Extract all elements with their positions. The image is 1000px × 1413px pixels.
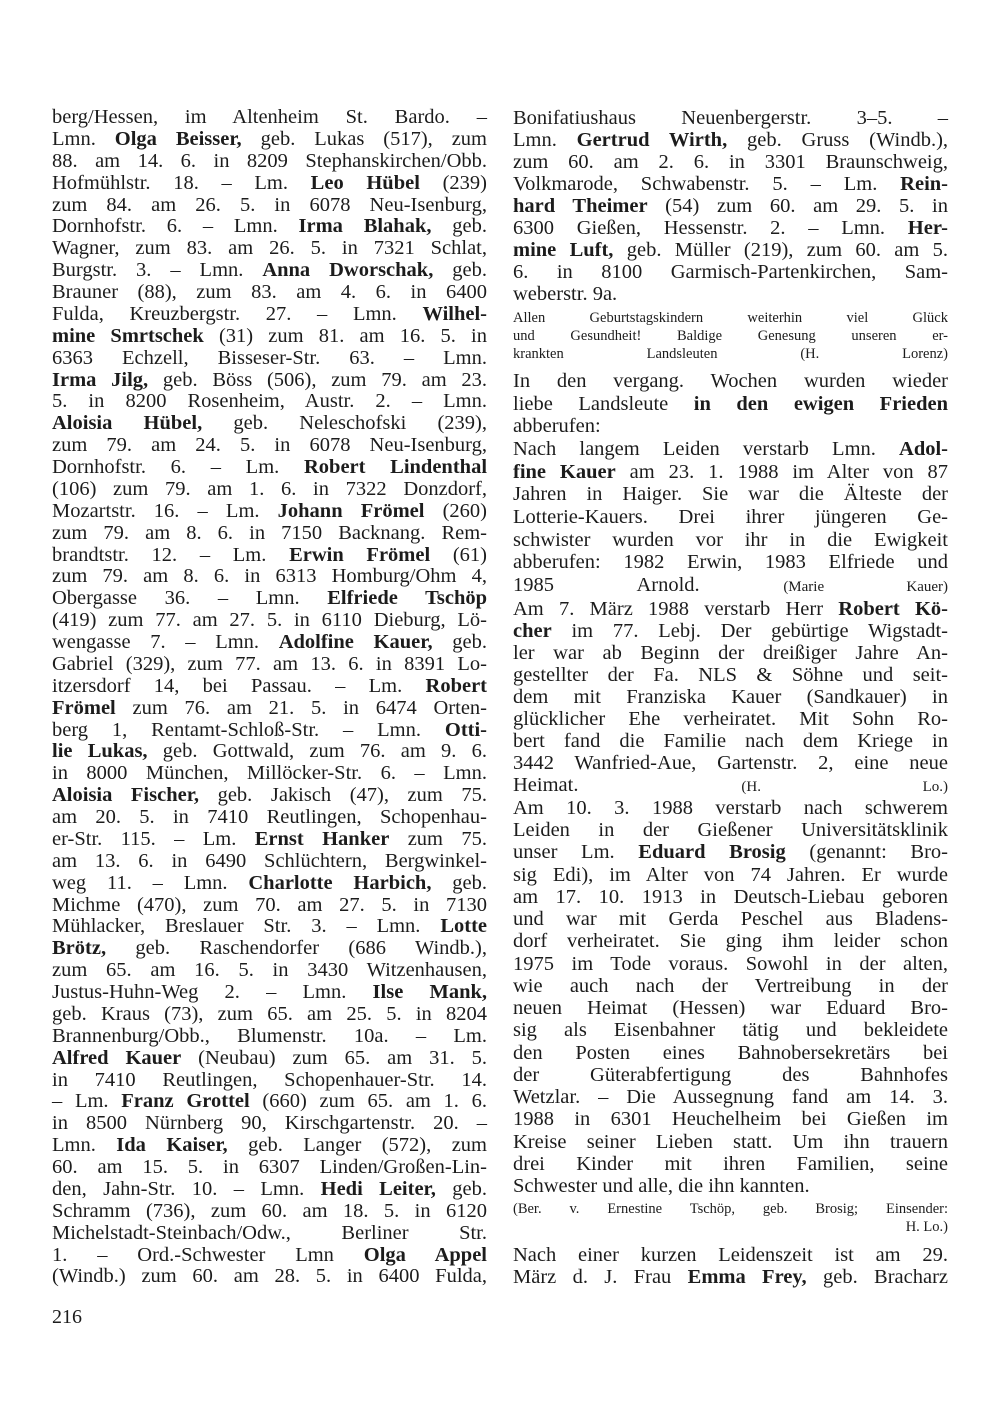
text-run: wie auch nach der Vertreibung in der [513,974,948,997]
text-line [52,1223,487,1245]
text-line [52,1091,487,1113]
text-line [52,763,487,785]
text-run: Fulda, Kreuzbergstr. 27. – Lmn. [52,302,423,325]
name-highlight: Hedi Leiter, [320,1177,436,1200]
text-run: 6. in 8100 Garmisch-Partenkirchen, Sam- [513,261,948,283]
name-highlight: Leo Hübel [310,171,420,194]
text-line [52,348,487,370]
text-line [52,610,487,632]
text-run: drei Kinder mit ihren Familien, seine [513,1152,948,1175]
text-run: und war mit Gerda Peschel aus Bladens- [513,908,948,931]
name-highlight: hard Theimer [513,195,648,217]
text-line [52,282,487,304]
text-run: geb. Gottwald, zum 76. am 9. 6. [147,740,487,763]
text-line [513,1064,948,1086]
text-line [513,309,948,327]
text-line [513,283,948,305]
text-line [513,975,948,997]
text-run: Dornhofstr. 6. – Lmn. [52,215,299,238]
text-run: geb. [431,871,487,894]
text-run: abberufen: [513,415,601,438]
name-highlight: Emma Frey, [687,1266,807,1288]
name-highlight: Ernst Hanker [254,827,390,850]
text-run: und Gesundheit! Baldige Genesung unseren er- [513,328,948,344]
name-highlight: cher [513,620,552,642]
text-run: geb. [433,259,487,282]
text-line [52,1179,487,1201]
name-highlight: mine Luft, [513,239,614,261]
text-line [513,129,948,151]
text-line [513,642,948,664]
brosig-credit [513,1200,948,1236]
text-line [52,654,487,676]
name-highlight: Ida Kaiser, [116,1134,228,1157]
text-run: (Windb.) zum 60. am 28. 5. in 6400 Fulda, [52,1265,487,1288]
text-run: Michme (470), zum 70. am 27. 5. in 7130 [52,893,487,916]
text-line [52,829,487,851]
text-line [513,730,948,752]
text-line [513,574,948,599]
text-line [52,588,487,610]
name-highlight: Wilhel- [422,302,487,325]
text-run: Dornhofstr. 6. – Lm. [52,456,304,478]
name-highlight: Franz Grottel [121,1090,250,1113]
text-run: H. Lo.) [905,1219,948,1235]
text-line [52,1113,487,1135]
text-line [52,1135,487,1157]
text-run: (genannt: Bro- [785,841,949,864]
text-run: unser Lm. [513,841,639,864]
name-highlight: Eduard Brosig [638,841,786,864]
text-run: geb. [432,631,487,653]
text-run: geb. Gruss (Windb.), [727,129,949,151]
text-line [513,664,948,686]
name-highlight: Olga Beisser, [114,127,242,150]
text-run: Wetzlar. – Die Aussegnung fand am 14. 3. [513,1086,948,1109]
text-run: wengasse 7. – Lmn. [52,631,279,653]
author-signature: (Marie Kauer) [783,579,949,596]
name-highlight: Her- [907,217,948,239]
text-run: (419) zum 77. am 27. 5. in 6110 Dieburg, Lö- [52,609,487,632]
text-run: glücklicher Ehe verheiratet. Mit Sohn Ro- [513,708,948,730]
text-line [513,370,948,393]
text-line [52,632,487,654]
text-line [513,261,948,283]
text-line [52,129,487,151]
text-line [52,413,487,435]
text-run: Nach einer kurzen Leidenszeit ist am 29. [513,1244,948,1266]
text-run: berg/Hessen, im Altenheim St. Bardo. – [52,106,487,128]
name-highlight: Anna Dworschak, [262,259,434,282]
text-line [513,345,948,363]
name-highlight: Ilse Mank, [372,981,487,1003]
text-run: Kreise seiner Lieben statt. Um ihn trauern [513,1130,948,1153]
text-line [513,506,948,529]
text-run: Mozartstr. 16. – Lm. [52,499,278,522]
text-run: am 13. 6. in 6490 Schlüchtern, Bergwinkel- [52,849,487,872]
text-line [513,1218,948,1236]
text-run: berg 1, Rentamt-Schloß-Str. – Lmn. [52,718,445,741]
text-line [52,676,487,698]
text-line [513,774,948,798]
text-line [513,1175,948,1197]
text-run: (54) zum 60. am 29. 5. in [647,195,948,217]
name-highlight: Aloisia Fischer, [52,784,200,807]
text-line [52,851,487,873]
text-line [52,895,487,917]
text-run: geb. Lukas (517), zum [241,127,487,150]
text-run: Brauner (88), zum 83. am 4. 6. in 6400 [52,281,487,303]
text-run: (H. Lorenz) [800,346,949,362]
text-run: zum 79. am 8. 6. in 6313 Homburg/Ohm 4, [52,565,487,588]
text-run: (660) zum 65. am 1. 6. [249,1090,488,1113]
text-run: Leiden in der Gießener Universitätsklinik [513,819,948,842]
text-run: geb. Müller (219), zum 60. am 5. [613,239,948,261]
text-line [513,1086,948,1108]
text-run: krankten Landsleuten [513,346,801,362]
name-highlight: in den ewigen Frieden [693,392,948,415]
text-run: geb. Jakisch (47), zum 75. [199,784,487,807]
text-run: er-Str. 115. – Lm. [52,827,255,850]
text-line [52,785,487,807]
text-line [52,173,487,195]
name-highlight: Lotte [440,915,487,938]
text-run: zum 65. am 16. 5. in 3430 Witzenhausen, [52,959,487,982]
text-line [513,841,948,863]
text-run: 60. am 15. 5. in 6307 Linden/Großen-Lin- [52,1156,487,1178]
text-run: (106) zum 79. am 1. 6. in 7322 Donzdorf, [52,477,487,500]
text-line [52,304,487,326]
text-run: Allen Geburtstagskindern weiterhin viel Glück [513,310,948,326]
text-run: 1985 Arnold. [513,574,784,597]
text-line [52,916,487,938]
text-line [52,435,487,457]
name-highlight: Brötz, [52,937,107,960]
text-line [52,698,487,720]
text-run: weg 11. – Lmn. [52,871,249,894]
text-line [513,327,948,345]
text-run: März d. J. Frau [513,1266,688,1288]
text-run: geb. Bracharz [806,1266,949,1288]
name-highlight: lie Lukas, [52,740,148,763]
text-run: Volkmarode, Schwabenstr. 5. – Lm. [513,173,901,195]
name-highlight: Robert Kö- [838,598,948,620]
text-line [52,523,487,545]
name-highlight: Elfriede Tschöp [327,587,487,610]
text-run: weberstr. 9a. [513,283,618,305]
name-highlight: Olga Appel [363,1243,487,1266]
text-run: geb. Raschendorfer (686 Windb.), [106,937,487,960]
text-run: abberufen: 1982 Erwin, 1983 Elfriede und [513,551,948,574]
name-highlight: Adolfine Kauer, [278,631,433,653]
text-run: sig als Eisenbahner tätig und bekleidete [513,1019,948,1042]
text-run: 3442 Wanfried-Aue, Gartenstr. 2, eine neue [513,752,948,774]
text-line [52,566,487,588]
text-line [513,1108,948,1130]
text-run: schwister wurden vor ihr in die Ewigkeit [513,528,948,551]
text-line [52,960,487,982]
text-run: (Ber. v. Ernestine Tschöp, geb. Brosig; Einsender: [513,1201,948,1217]
text-line [52,151,487,173]
text-line [52,479,487,501]
text-run: 1. – Ord.-Schwester Lmn [52,1243,364,1266]
text-run: geb. [435,1177,487,1200]
text-run: neuen Heimat (Hessen) war Eduard Bro- [513,997,948,1020]
text-line [52,195,487,217]
text-run: am 17. 10. 1913 in Deutsch-Liebau geboren [513,885,948,908]
text-line [52,720,487,742]
text-line [52,391,487,413]
text-line [52,1048,487,1070]
text-line [513,819,948,841]
name-highlight: Adol- [899,438,948,461]
text-line [513,151,948,173]
text-line [513,620,948,642]
text-line [52,982,487,1004]
text-run: Burgstr. 3. – Lmn. [52,259,263,282]
name-highlight: Johann Frömel [277,499,425,522]
text-run: (239) [419,171,487,194]
text-run: 1988 in 6301 Heuchelheim bei Gießen im [513,1108,948,1131]
text-run: den, Jahn-Str. 10. – Lmn. [52,1177,321,1200]
text-line [513,1153,948,1175]
text-line [52,457,487,479]
text-run: zum 76. am 21. 5. in 6474 Orten- [115,696,487,719]
text-run: (Neubau) zum 65. am 31. 5. [181,1046,487,1069]
text-run: zum 60. am 2. 6. in 3301 Braunschweig, [513,151,948,173]
text-line [52,107,487,129]
text-line [52,1157,487,1179]
name-highlight: fine Kauer [513,460,616,483]
page-number: 216 [52,1306,82,1328]
birthdays-continued [513,107,948,305]
text-run: Wagner, zum 83. am 26. 5. in 7321 Schlat, [52,237,487,260]
text-run: den Posten eines Bahnobersekretärs bei [513,1041,948,1064]
text-run: der Güterabfertigung des Bahnhofes [513,1063,948,1086]
text-line [513,438,948,461]
obituary-intro-kauer [513,370,948,599]
text-line [513,415,948,438]
text-run: Lmn. [513,129,577,151]
text-run: Mühlacker, Breslauer Str. 3. – Lmn. [52,915,441,938]
name-highlight: Robert [425,674,487,697]
text-run: geb. [431,215,487,238]
text-run: (31) zum 81. am 16. 5. in [203,324,487,347]
text-line [513,1266,948,1288]
text-line [513,393,948,416]
text-run: (260) [424,499,487,522]
text-run: Justus-Huhn-Weg 2. – Lmn. [52,981,373,1003]
text-line [52,1026,487,1048]
text-line [513,708,948,730]
text-line [513,239,948,261]
text-line [513,529,948,552]
text-line [513,598,948,620]
text-line [52,216,487,238]
text-run: zum 79. am 24. 5. in 6078 Neu-Isenburg, [52,434,487,457]
text-run: im 77. Lebj. Der gebürtige Wigstadt- [551,620,948,642]
text-run: Nach langem Leiden verstarb Lmn. [513,438,900,461]
text-line [513,864,948,886]
text-line [52,326,487,348]
obituary-frey [513,1244,948,1288]
text-run: Gabriel (329), zum 77. am 13. 6. in 8391 Lo- [52,652,487,675]
text-run: in 8500 Nürnberg 90, Kirschgartenstr. 20. – [52,1112,487,1135]
text-line [513,217,948,239]
text-line [513,752,948,774]
text-run: 6363 Echzell, Bisseser-Str. 63. – Lmn. [52,346,487,369]
text-line [52,1266,487,1288]
name-highlight: Robert Lindenthal [303,456,488,478]
text-line [513,173,948,195]
text-run: in 7410 Reutlingen, Schopenhauer-Str. 14. [52,1068,487,1091]
text-run: Am 7. März 1988 verstarb Herr [513,598,839,620]
name-highlight: Alfred Kauer [52,1046,182,1069]
text-run: itzersdorf 14, bei Passau. – Lm. [52,674,426,697]
text-run: Jahren in Haiger. Sie war die Älteste der [513,483,948,506]
text-line [52,807,487,829]
text-line [513,953,948,975]
text-line [52,545,487,567]
text-run: Bonifatiushaus Neuenbergerstr. 3–5. – [513,107,948,129]
text-run: 1975 im Tode voraus. Sowohl in der alten, [513,952,948,975]
text-line [513,107,948,129]
text-run: Lmn. [52,127,115,150]
text-line [52,938,487,960]
text-line [52,260,487,282]
text-run: Heimat. [513,774,742,796]
name-highlight: Charlotte Harbich, [248,871,432,894]
text-run: ler war ab Beginn der dreißiger Jahre An- [513,642,948,664]
text-run: bert fand die Familie nach dem Kriege in [513,730,948,752]
text-run: Lotterie-Kauers. Drei ihrer jüngeren Ge- [513,506,948,529]
text-run: geb. Kraus (73), zum 65. am 25. 5. in 8204 [52,1002,487,1025]
text-line [513,1244,948,1266]
text-run: 88. am 14. 6. in 8209 Stephanskirchen/Obb. [52,149,487,172]
text-line [513,686,948,708]
text-run: Schramm (736), zum 60. am 18. 5. in 6120 [52,1199,487,1222]
text-run: geb. Langer (572), zum [227,1134,487,1157]
text-run: 5. in 8200 Rosenheim, Austr. 2. – Lmn. [52,390,487,413]
text-line [513,1131,948,1153]
left-column-birthdays [52,107,487,1288]
text-line [513,461,948,484]
text-line [513,908,948,930]
text-line [513,886,948,908]
text-run: gestellter der Fa. NLS & Söhne und seit- [513,664,948,686]
name-highlight: Otti- [444,718,487,741]
author-signature: (H. Lo.) [741,779,948,795]
text-run: geb. Böss (506), zum 79. am 23. [148,368,487,391]
text-run: zum 75. [389,827,487,850]
text-run: Schwester und alle, die ihn kannten. [513,1174,810,1197]
text-run: Brannenburg/Obb., Blumenstr. 10a. – Lm. [52,1024,487,1047]
name-highlight: Irma Blahak, [298,215,432,238]
text-run: Am 10. 3. 1988 verstarb nach schwerem [513,797,948,819]
text-line [513,1200,948,1218]
text-line [513,1042,948,1064]
obituary-brosig [513,797,948,1197]
text-run: sig Edi), im Alter von 74 Jahren. Er wurde [513,863,948,886]
text-run: zum 79. am 8. 6. in 7150 Backnang. Rem- [52,521,487,544]
name-highlight: mine Smrtschek [52,324,204,347]
obituary-koecher [513,598,948,798]
name-highlight: Rein- [900,173,948,195]
name-highlight: Gertrud Wirth, [576,129,728,151]
text-run: dem mit Franziska Kauer (Sandkauer) in [513,686,948,708]
text-run: Lmn. [52,1134,117,1157]
text-line [52,1070,487,1092]
text-run: geb. Neleschofski (239), [202,412,487,435]
text-line [52,1245,487,1267]
text-line [52,1201,487,1223]
name-highlight: Erwin Frömel [289,543,431,566]
text-run: brandtstr. 12. – Lm. [52,543,290,566]
name-highlight: Frömel [52,696,116,719]
text-run: In den vergang. Wochen wurden wieder [513,370,948,392]
text-line [52,370,487,392]
name-highlight: Irma Jilg, [52,368,149,391]
text-line [52,238,487,260]
name-highlight: Aloisia Hübel, [52,412,203,435]
text-line [513,930,948,952]
text-line [513,195,948,217]
text-run: Michelstadt-Steinbach/Odw., Berliner Str. [52,1221,487,1244]
text-line [513,797,948,819]
text-run: Obergasse 36. – Lmn. [52,587,328,610]
text-run: in 8000 München, Millöcker-Str. 6. – Lmn. [52,762,487,785]
text-run: am 23. 1. 1988 im Alter von 87 [615,460,948,483]
text-run: dorf verheiratet. Sie ging ihm leider schon [513,930,948,953]
text-line [52,741,487,763]
text-line [52,873,487,895]
text-run: zum 84. am 26. 5. in 6078 Neu-Isenburg, [52,193,487,216]
birthday-greeting [513,309,948,363]
text-line [52,1004,487,1026]
text-line [513,997,948,1019]
text-line [513,483,948,506]
text-run: am 20. 5. in 7410 Reutlingen, Schopenhau- [52,806,487,828]
text-run: 6300 Gießen, Hessenstr. 2. – Lmn. [513,217,908,239]
text-line [52,501,487,523]
text-run: liebe Landsleute [513,392,694,415]
text-run: Hofmühlstr. 18. – Lm. [52,171,311,194]
text-run: (61) [430,543,488,566]
text-line [513,1019,948,1041]
text-run: – Lm. [52,1090,122,1113]
text-line [513,551,948,574]
